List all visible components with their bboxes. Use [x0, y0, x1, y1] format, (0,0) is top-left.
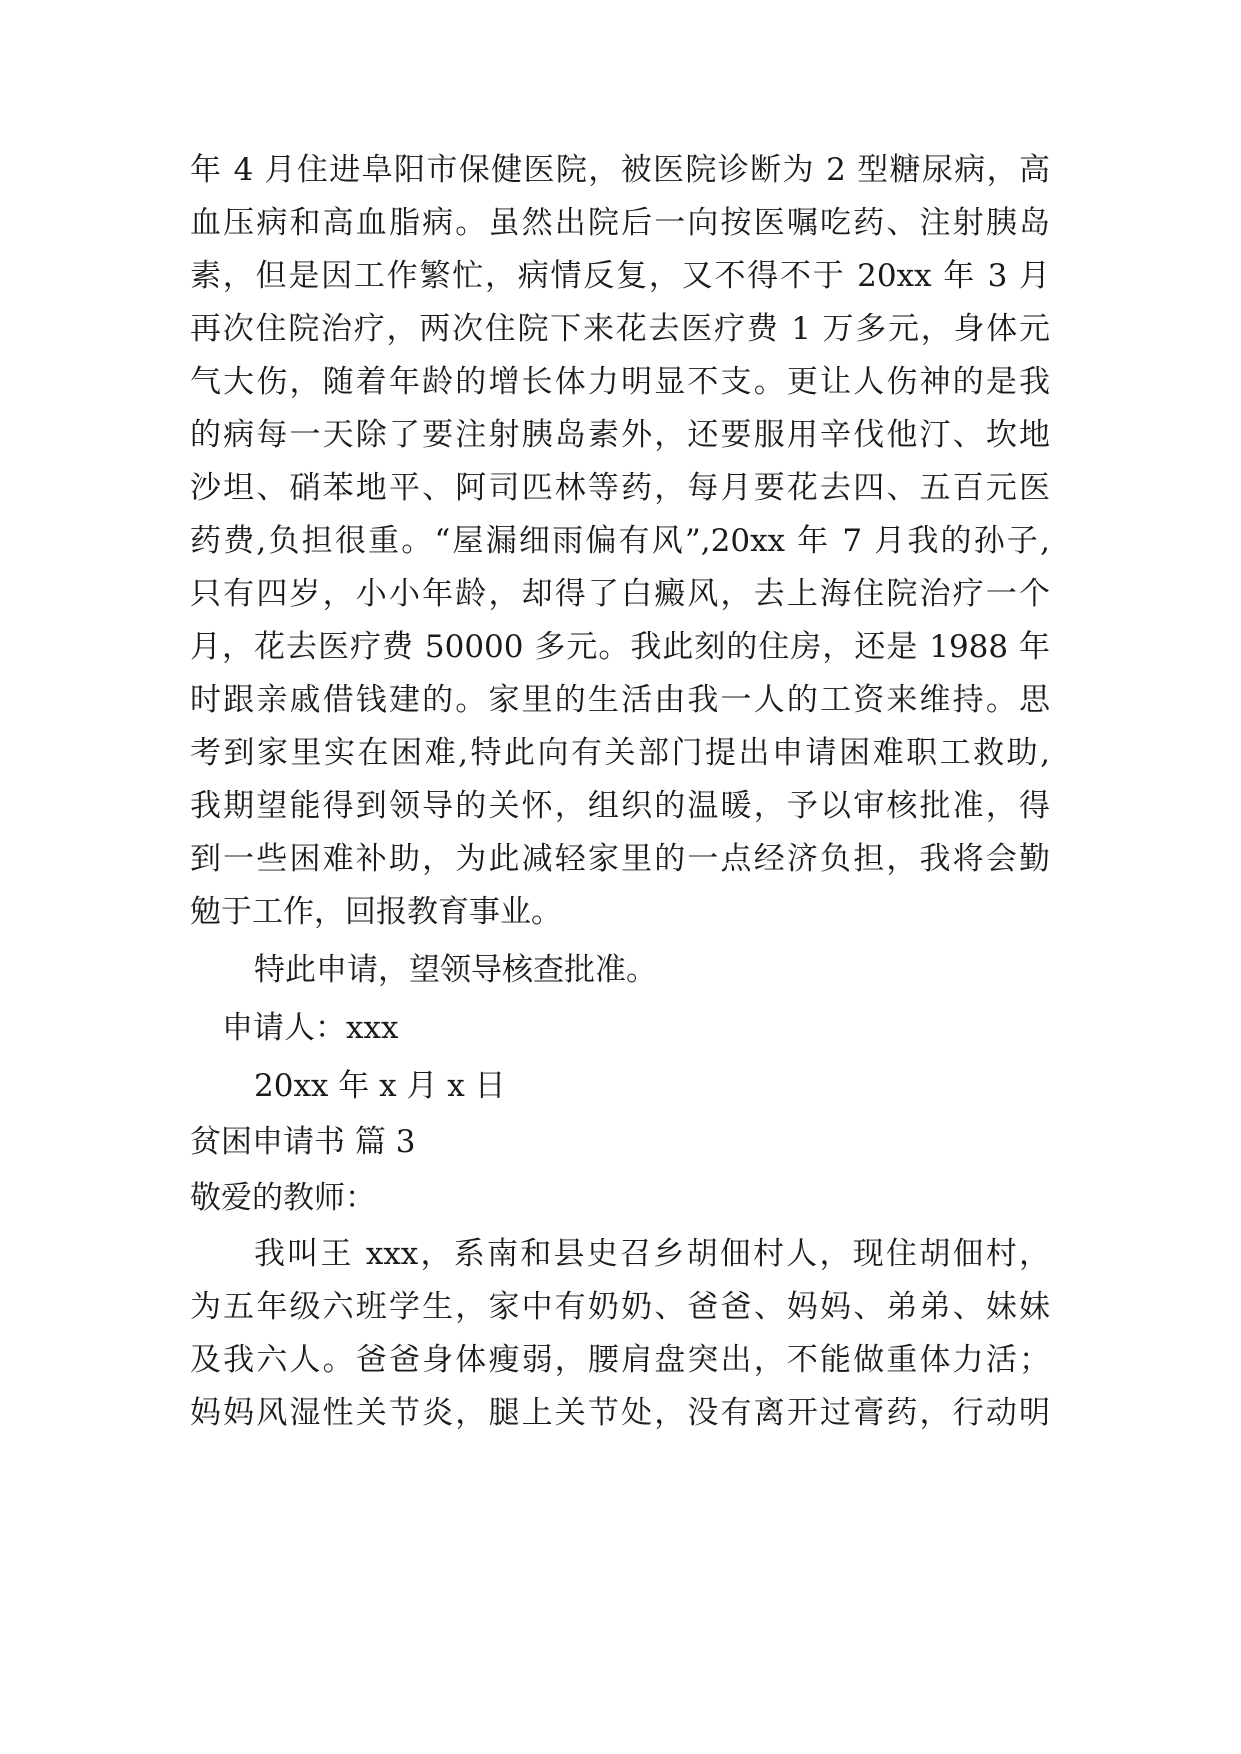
- section-title: 贫困申请书 篇 3: [190, 1124, 416, 1160]
- body-line: 到一些困难补助，为此减轻家里的一点经济负担，我将会勤: [190, 841, 1050, 877]
- body-line: 我叫王 xxx，系南和县史召乡胡佃村人，现住胡佃村，: [254, 1236, 1050, 1272]
- body-line: 勉于工作，回报教育事业。: [190, 894, 562, 930]
- body-line: 气大伤，随着年龄的增长体力明显不支。更让人伤神的是我: [190, 364, 1050, 400]
- salutation: 敬爱的教师：: [190, 1180, 376, 1216]
- body-line: 沙坦、硝苯地平、阿司匹林等药，每月要花去四、五百元医: [190, 470, 1050, 506]
- body-line: 血压病和高血脂病。虽然出院后一向按医嘱吃药、注射胰岛: [190, 205, 1050, 241]
- body-line: 及我六人。爸爸身体瘦弱，腰肩盘突出，不能做重体力活；: [190, 1342, 1050, 1378]
- body-line: 月，花去医疗费 50000 多元。我此刻的住房，还是 1988 年: [190, 629, 1050, 665]
- closing-line: 特此申请，望领导核查批准。: [254, 952, 657, 988]
- body-line: 考到家里实在困难,特此向有关部门提出申请困难职工救助,: [190, 735, 1050, 771]
- date-line: 20xx 年 x 月 x 日: [254, 1068, 506, 1104]
- body-line: 时跟亲戚借钱建的。家里的生活由我一人的工资来维持。思: [190, 682, 1050, 718]
- body-line: 为五年级六班学生，家中有奶奶、爸爸、妈妈、弟弟、妹妹: [190, 1289, 1050, 1325]
- body-line: 药费,负担很重。“屋漏细雨偏有风”,20xx 年 7 月我的孙子,: [190, 523, 1050, 559]
- body-line: 妈妈风湿性关节炎，腿上关节处，没有离开过膏药，行动明: [190, 1395, 1050, 1431]
- body-line: 再次住院治疗，两次住院下来花去医疗费 1 万多元，身体元: [190, 311, 1050, 347]
- body-line: 只有四岁，小小年龄，却得了白癜风，去上海住院治疗一个: [190, 576, 1050, 612]
- body-line: 的病每一天除了要注射胰岛素外，还要服用辛伐他汀、坎地: [190, 417, 1050, 453]
- body-line: 素，但是因工作繁忙，病情反复，又不得不于 20xx 年 3 月: [190, 258, 1050, 294]
- body-line: 我期望能得到领导的关怀，组织的温暖，予以审核批准，得: [190, 788, 1050, 824]
- body-line: 年 4 月住进阜阳市保健医院，被医院诊断为 2 型糖尿病，高: [190, 152, 1050, 188]
- signature-line: 申请人：xxx: [222, 1010, 399, 1046]
